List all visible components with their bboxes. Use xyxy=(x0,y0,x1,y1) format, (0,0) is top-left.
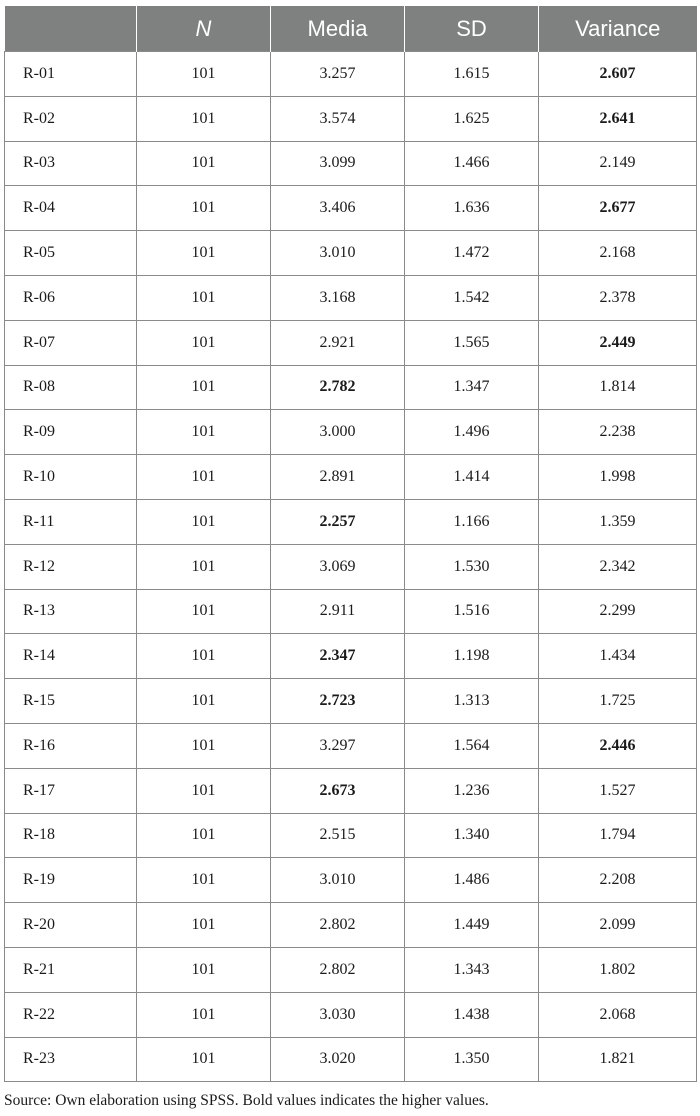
table-header xyxy=(5,6,697,52)
table-cell-sd: 1.615 xyxy=(405,52,539,97)
table-row xyxy=(5,634,697,679)
table-cell-sd: 1.236 xyxy=(405,768,539,813)
table-cell-n: 101 xyxy=(137,52,271,97)
table-cell-variance: 2.378 xyxy=(539,275,697,320)
table-cell-variance: 1.527 xyxy=(539,768,697,813)
table-cell-label: R-20 xyxy=(5,903,137,948)
table-row xyxy=(5,679,697,724)
table-row xyxy=(5,455,697,500)
table-cell-variance: 2.299 xyxy=(539,589,697,634)
table-cell-variance: 2.099 xyxy=(539,903,697,948)
table-cell-n: 101 xyxy=(137,947,271,992)
table-cell-label: R-14 xyxy=(5,634,137,679)
table-cell-n: 101 xyxy=(137,858,271,903)
table-cell-n: 101 xyxy=(137,275,271,320)
table-cell-variance: 1.998 xyxy=(539,455,697,500)
table-cell-label: R-09 xyxy=(5,410,137,455)
table-row xyxy=(5,903,697,948)
table-cell-sd: 1.564 xyxy=(405,723,539,768)
table-cell-sd: 1.198 xyxy=(405,634,539,679)
table-cell-label: R-16 xyxy=(5,723,137,768)
table-cell-n: 101 xyxy=(137,544,271,589)
table-cell-sd: 1.340 xyxy=(405,813,539,858)
table-cell-variance: 2.068 xyxy=(539,992,697,1037)
table-cell-label: R-02 xyxy=(5,96,137,141)
table-cell-media: 3.069 xyxy=(271,544,405,589)
table-cell-n: 101 xyxy=(137,499,271,544)
table-cell-n: 101 xyxy=(137,320,271,365)
table-cell-n: 101 xyxy=(137,723,271,768)
table-cell-n: 101 xyxy=(137,634,271,679)
table-cell-media: 2.921 xyxy=(271,320,405,365)
table-cell-media: 2.802 xyxy=(271,903,405,948)
table-cell-sd: 1.472 xyxy=(405,231,539,276)
table-cell-media: 2.515 xyxy=(271,813,405,858)
table-cell-sd: 1.449 xyxy=(405,903,539,948)
table-cell-label: R-01 xyxy=(5,52,137,97)
table-cell-variance: 2.449 xyxy=(539,320,697,365)
statistics-table-container xyxy=(4,6,696,1082)
table-row xyxy=(5,186,697,231)
table-cell-n: 101 xyxy=(137,455,271,500)
table-cell-variance: 1.725 xyxy=(539,679,697,724)
table-cell-media: 2.723 xyxy=(271,679,405,724)
table-cell-variance: 2.607 xyxy=(539,52,697,97)
table-cell-variance: 2.149 xyxy=(539,141,697,186)
table-cell-n: 101 xyxy=(137,141,271,186)
table-cell-label: R-19 xyxy=(5,858,137,903)
table-cell-label: R-07 xyxy=(5,320,137,365)
table-cell-label: R-04 xyxy=(5,186,137,231)
table-cell-sd: 1.542 xyxy=(405,275,539,320)
header-cell-variance: Variance xyxy=(539,6,697,52)
table-cell-n: 101 xyxy=(137,589,271,634)
table-cell-sd: 1.496 xyxy=(405,410,539,455)
table-body xyxy=(5,52,697,1082)
table-cell-variance: 1.802 xyxy=(539,947,697,992)
statistics-table xyxy=(4,6,697,1082)
header-cell-media: Media xyxy=(271,6,405,52)
table-row xyxy=(5,1037,697,1082)
table-row xyxy=(5,858,697,903)
table-cell-n: 101 xyxy=(137,365,271,410)
table-cell-variance: 2.342 xyxy=(539,544,697,589)
table-cell-label: R-23 xyxy=(5,1037,137,1082)
table-cell-sd: 1.347 xyxy=(405,365,539,410)
table-cell-media: 2.673 xyxy=(271,768,405,813)
table-row xyxy=(5,141,697,186)
table-cell-media: 2.891 xyxy=(271,455,405,500)
table-row xyxy=(5,52,697,97)
table-cell-variance: 2.446 xyxy=(539,723,697,768)
table-row xyxy=(5,320,697,365)
table-cell-n: 101 xyxy=(137,992,271,1037)
table-cell-media: 2.347 xyxy=(271,634,405,679)
table-cell-media: 3.020 xyxy=(271,1037,405,1082)
header-cell-label xyxy=(5,6,137,52)
table-row xyxy=(5,813,697,858)
table-cell-n: 101 xyxy=(137,768,271,813)
table-cell-label: R-11 xyxy=(5,499,137,544)
table-cell-sd: 1.438 xyxy=(405,992,539,1037)
source-note: Source: Own elaboration using SPSS. Bold values indicates the higher values. xyxy=(4,1092,489,1109)
table-cell-n: 101 xyxy=(137,903,271,948)
table-cell-media: 3.000 xyxy=(271,410,405,455)
table-cell-media: 3.168 xyxy=(271,275,405,320)
table-cell-media: 2.782 xyxy=(271,365,405,410)
table-row xyxy=(5,589,697,634)
table-row xyxy=(5,992,697,1037)
table-cell-media: 2.802 xyxy=(271,947,405,992)
table-row xyxy=(5,768,697,813)
table-cell-sd: 1.530 xyxy=(405,544,539,589)
table-cell-label: R-06 xyxy=(5,275,137,320)
table-cell-variance: 1.814 xyxy=(539,365,697,410)
table-row xyxy=(5,275,697,320)
table-cell-variance: 2.238 xyxy=(539,410,697,455)
table-cell-label: R-18 xyxy=(5,813,137,858)
table-cell-n: 101 xyxy=(137,96,271,141)
table-cell-n: 101 xyxy=(137,186,271,231)
table-cell-label: R-05 xyxy=(5,231,137,276)
table-cell-sd: 1.625 xyxy=(405,96,539,141)
table-row xyxy=(5,544,697,589)
table-cell-n: 101 xyxy=(137,679,271,724)
table-cell-sd: 1.516 xyxy=(405,589,539,634)
table-cell-media: 3.257 xyxy=(271,52,405,97)
table-cell-media: 3.010 xyxy=(271,231,405,276)
table-cell-variance: 1.434 xyxy=(539,634,697,679)
table-cell-media: 2.257 xyxy=(271,499,405,544)
table-row xyxy=(5,723,697,768)
table-row xyxy=(5,96,697,141)
table-row xyxy=(5,499,697,544)
table-cell-label: R-17 xyxy=(5,768,137,813)
table-cell-media: 3.030 xyxy=(271,992,405,1037)
table-cell-sd: 1.486 xyxy=(405,858,539,903)
table-cell-sd: 1.166 xyxy=(405,499,539,544)
table-cell-label: R-10 xyxy=(5,455,137,500)
table-cell-sd: 1.350 xyxy=(405,1037,539,1082)
table-cell-label: R-12 xyxy=(5,544,137,589)
table-row xyxy=(5,365,697,410)
table-row xyxy=(5,231,697,276)
table-cell-label: R-15 xyxy=(5,679,137,724)
table-cell-sd: 1.313 xyxy=(405,679,539,724)
table-cell-variance: 2.641 xyxy=(539,96,697,141)
table-cell-n: 101 xyxy=(137,813,271,858)
table-cell-sd: 1.565 xyxy=(405,320,539,365)
table-cell-sd: 1.636 xyxy=(405,186,539,231)
table-cell-sd: 1.466 xyxy=(405,141,539,186)
header-cell-sd: SD xyxy=(405,6,539,52)
table-cell-variance: 2.168 xyxy=(539,231,697,276)
table-cell-variance: 1.794 xyxy=(539,813,697,858)
table-cell-label: R-08 xyxy=(5,365,137,410)
table-cell-sd: 1.343 xyxy=(405,947,539,992)
table-cell-variance: 1.359 xyxy=(539,499,697,544)
table-cell-label: R-13 xyxy=(5,589,137,634)
table-cell-n: 101 xyxy=(137,231,271,276)
header-row xyxy=(5,6,697,52)
table-cell-media: 3.099 xyxy=(271,141,405,186)
table-cell-media: 3.010 xyxy=(271,858,405,903)
table-cell-variance: 1.821 xyxy=(539,1037,697,1082)
table-cell-media: 3.297 xyxy=(271,723,405,768)
header-cell-n: N xyxy=(137,6,271,52)
table-cell-media: 3.574 xyxy=(271,96,405,141)
table-cell-label: R-03 xyxy=(5,141,137,186)
table-cell-variance: 2.677 xyxy=(539,186,697,231)
table-cell-n: 101 xyxy=(137,1037,271,1082)
table-cell-variance: 2.208 xyxy=(539,858,697,903)
table-cell-media: 2.911 xyxy=(271,589,405,634)
table-row xyxy=(5,410,697,455)
table-cell-n: 101 xyxy=(137,410,271,455)
table-cell-label: R-21 xyxy=(5,947,137,992)
table-cell-sd: 1.414 xyxy=(405,455,539,500)
table-cell-media: 3.406 xyxy=(271,186,405,231)
table-cell-label: R-22 xyxy=(5,992,137,1037)
table-row xyxy=(5,947,697,992)
